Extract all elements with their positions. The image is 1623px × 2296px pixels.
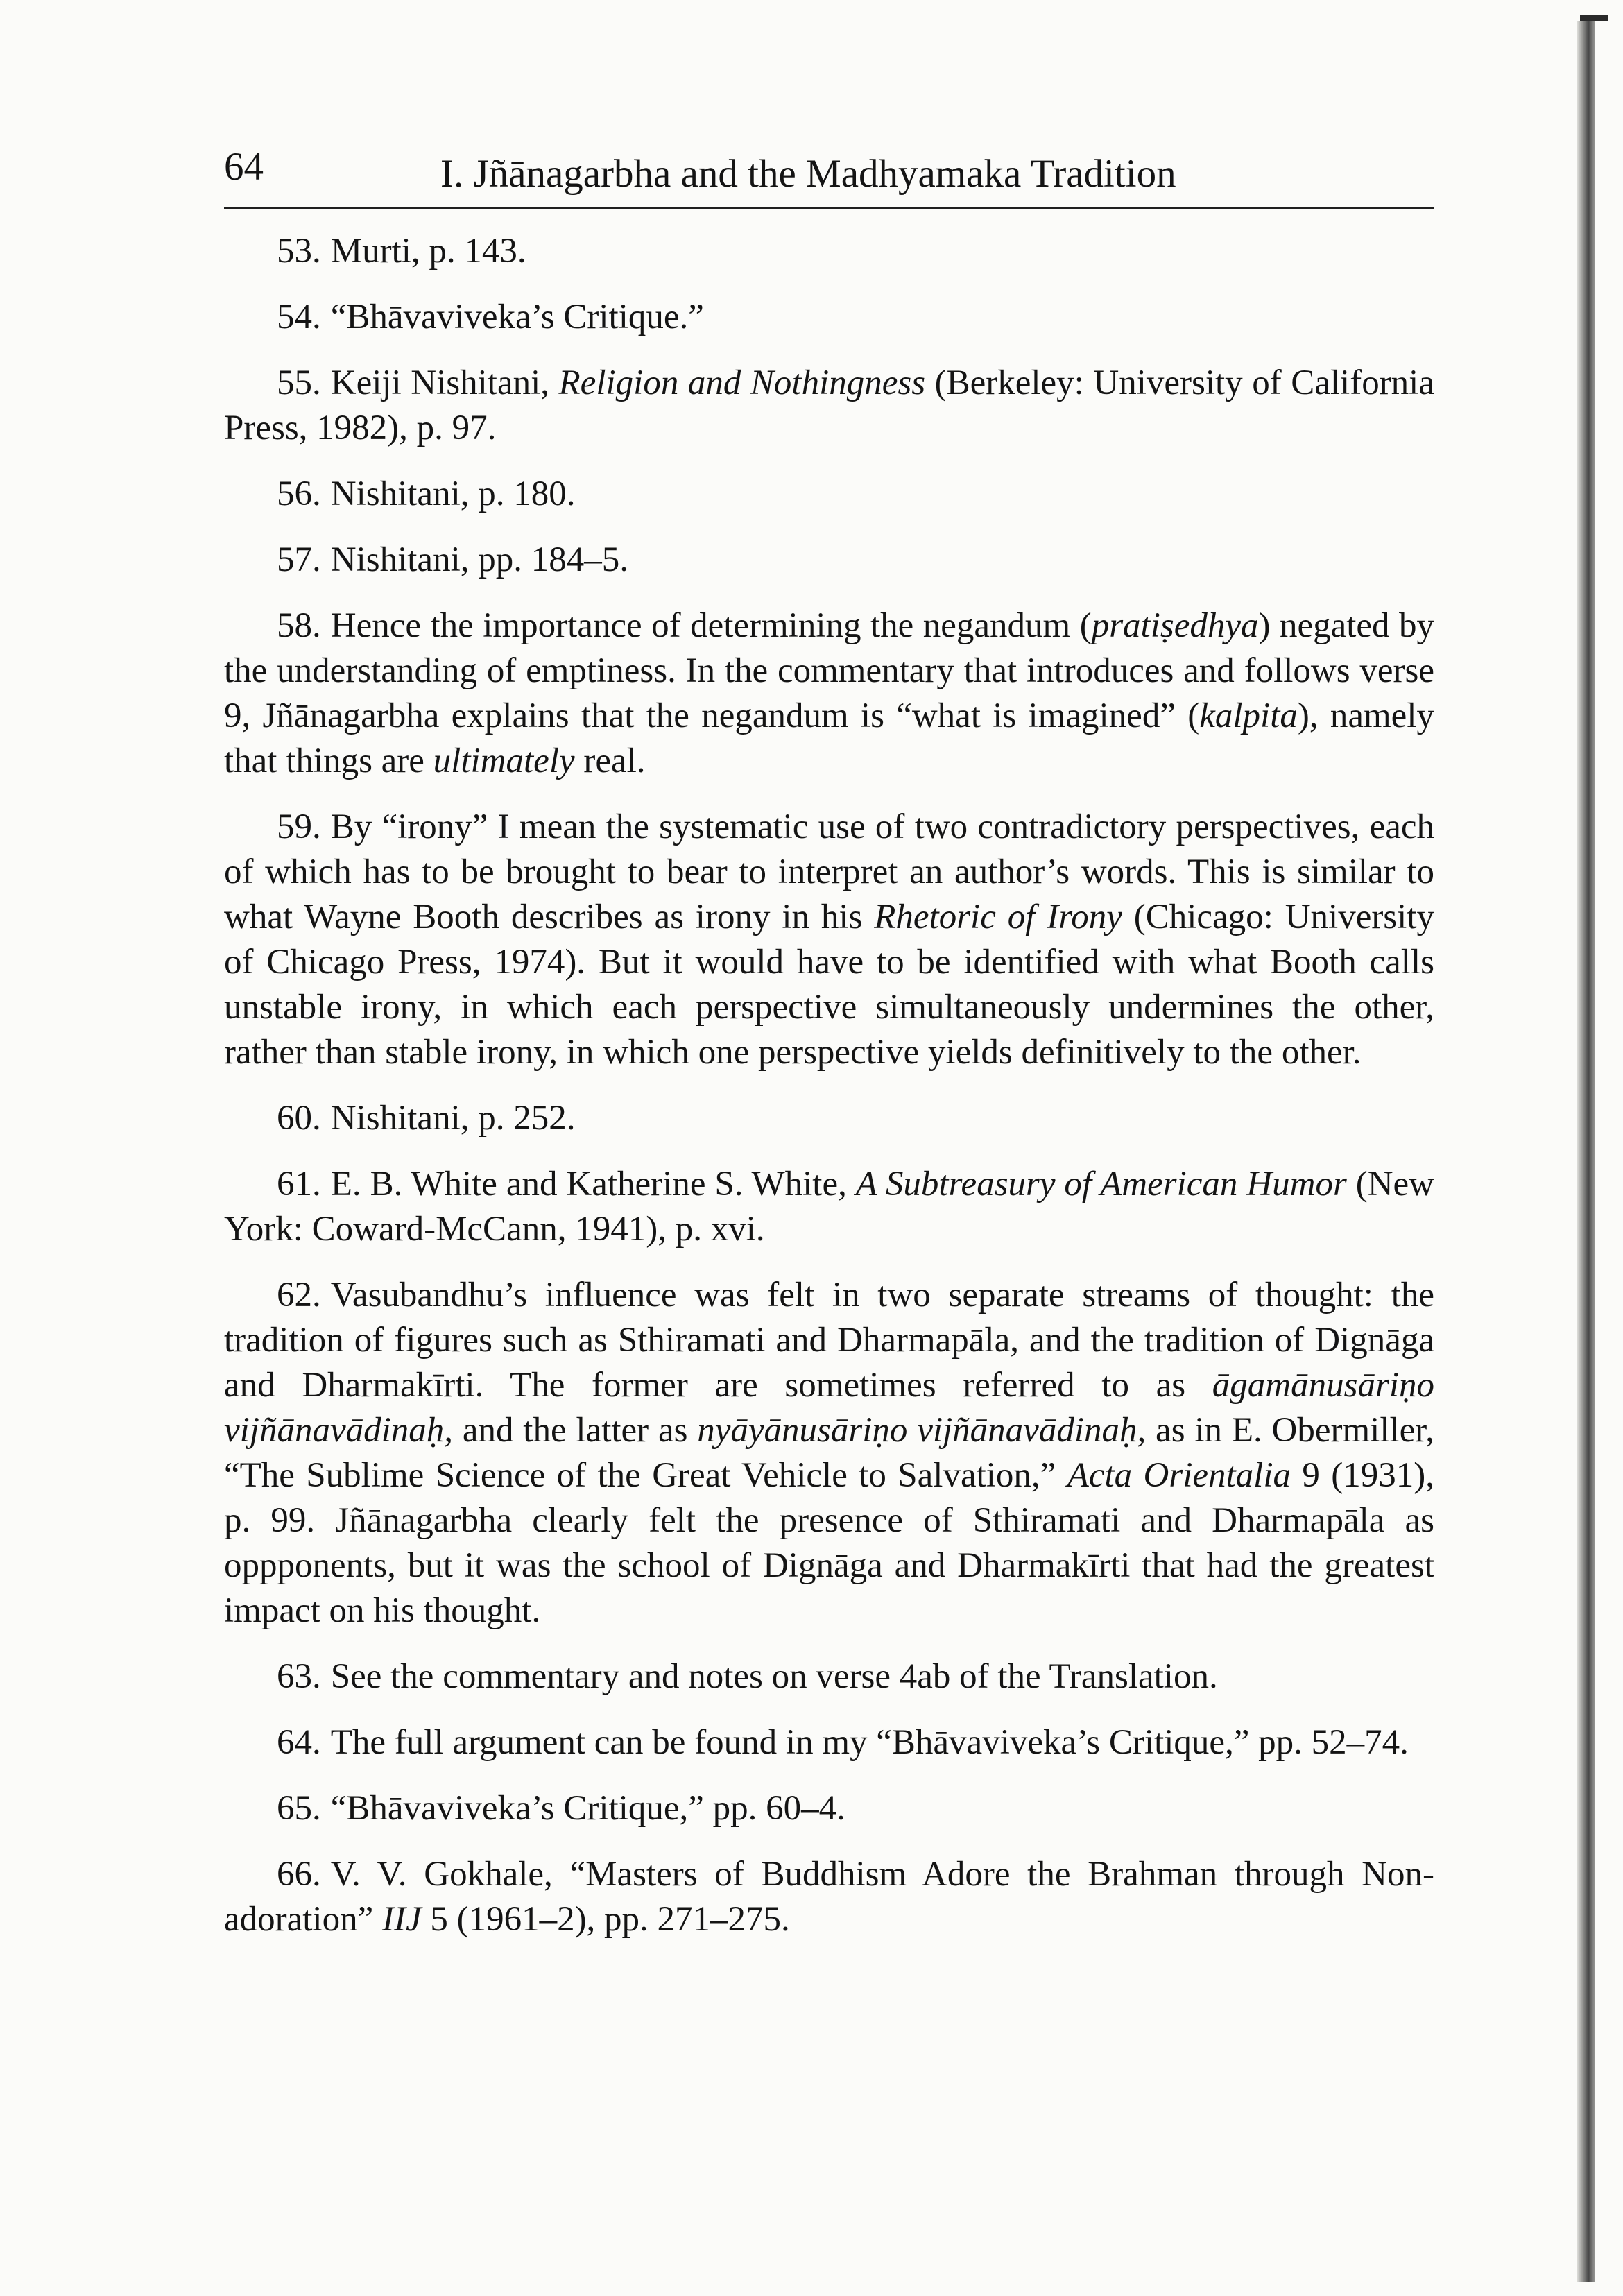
note-62: 62. Vasubandhu’s influence was felt in two separate streams of thought: the tradition of figures such as Sthiramati and Dharmapāla, and the tradition of Dignāga and Dharmakīrti. The former are sometimes referred to as āgamānusāriṇo vijñānavādinaḥ, and the latter as nyāyānusāriṇo vijñānavādinaḥ, as in E. Obermiller, “The Sublime Science of the Great Vehicle to Salvation,” Acta Orientalia 9 (1931), p. 99. Jñānagarbha clearly felt the presence of Sthiramati and Dharmapāla as oppponents, but it was the school of Dignāga and Dharmakīrti that had the greatest impact on his thought. xyxy=(224,1276,1435,1630)
scan-page-edge xyxy=(1577,21,1595,2282)
note-54: 54. “Bhāvaviveka’s Critique.” xyxy=(277,298,704,336)
scan-edge-top xyxy=(1580,15,1608,21)
note-64: 64. The full argument can be found in my “Bhāvaviveka’s Critique,” pp. 52–74. xyxy=(277,1723,1409,1762)
note-55: 55. Keiji Nishitani, Religion and Nothingness (Berkeley: University of California Press, 1982), p. 97. xyxy=(224,363,1434,447)
endnotes xyxy=(224,229,1434,1963)
note-58: 58. Hence the importance of determining the negandum (pratiṣedhya) negated by the understanding of emptiness. In the commentary that introduces and follows verse 9, Jñānagarbha explains that the negandum is “what is imagined” (kalpita), namely that things are ultimately real. xyxy=(224,606,1435,780)
note-53: 53. Murti, p. 143. xyxy=(277,232,526,271)
note-59: 59. By “irony” I mean the systematic use of two contradictory perspectives, each of which has to be brought to bear to interpret an author’s words. This is similar to what Wayne Booth describes as irony in his Rhetoric of Irony (Chicago: University of Chicago Press, 1974). But it would have to be identified with what Booth calls unstable irony, in which each perspective simultaneously undermines the other, rather than stable irony, in which one perspective yields definitively to the other. xyxy=(224,807,1434,1072)
page-header xyxy=(224,139,1438,194)
running-title: I. Jñānagarbha and the Madhyamaka Tradition xyxy=(440,152,1176,196)
note-63: 63. See the commentary and notes on verse 4ab of the Translation. xyxy=(277,1657,1218,1696)
note-66: 66. V. V. Gokhale, “Masters of Buddhism Adore the Brahman through Non-adoration” IIJ 5 (1961–2), pp. 271–275. xyxy=(224,1855,1434,1939)
note-60: 60. Nishitani, p. 252. xyxy=(277,1099,576,1138)
note-56: 56. Nishitani, p. 180. xyxy=(277,474,576,513)
note-65: 65. “Bhāvaviveka’s Critique,” pp. 60–4. xyxy=(277,1789,845,1828)
header-rule xyxy=(224,207,1434,209)
page-number: 64 xyxy=(224,145,264,189)
note-61: 61. E. B. White and Katherine S. White, A Subtreasury of American Humor (New York: Coward-McCann, 1941), p. xvi. xyxy=(224,1165,1434,1249)
note-57: 57. Nishitani, pp. 184–5. xyxy=(277,540,628,579)
